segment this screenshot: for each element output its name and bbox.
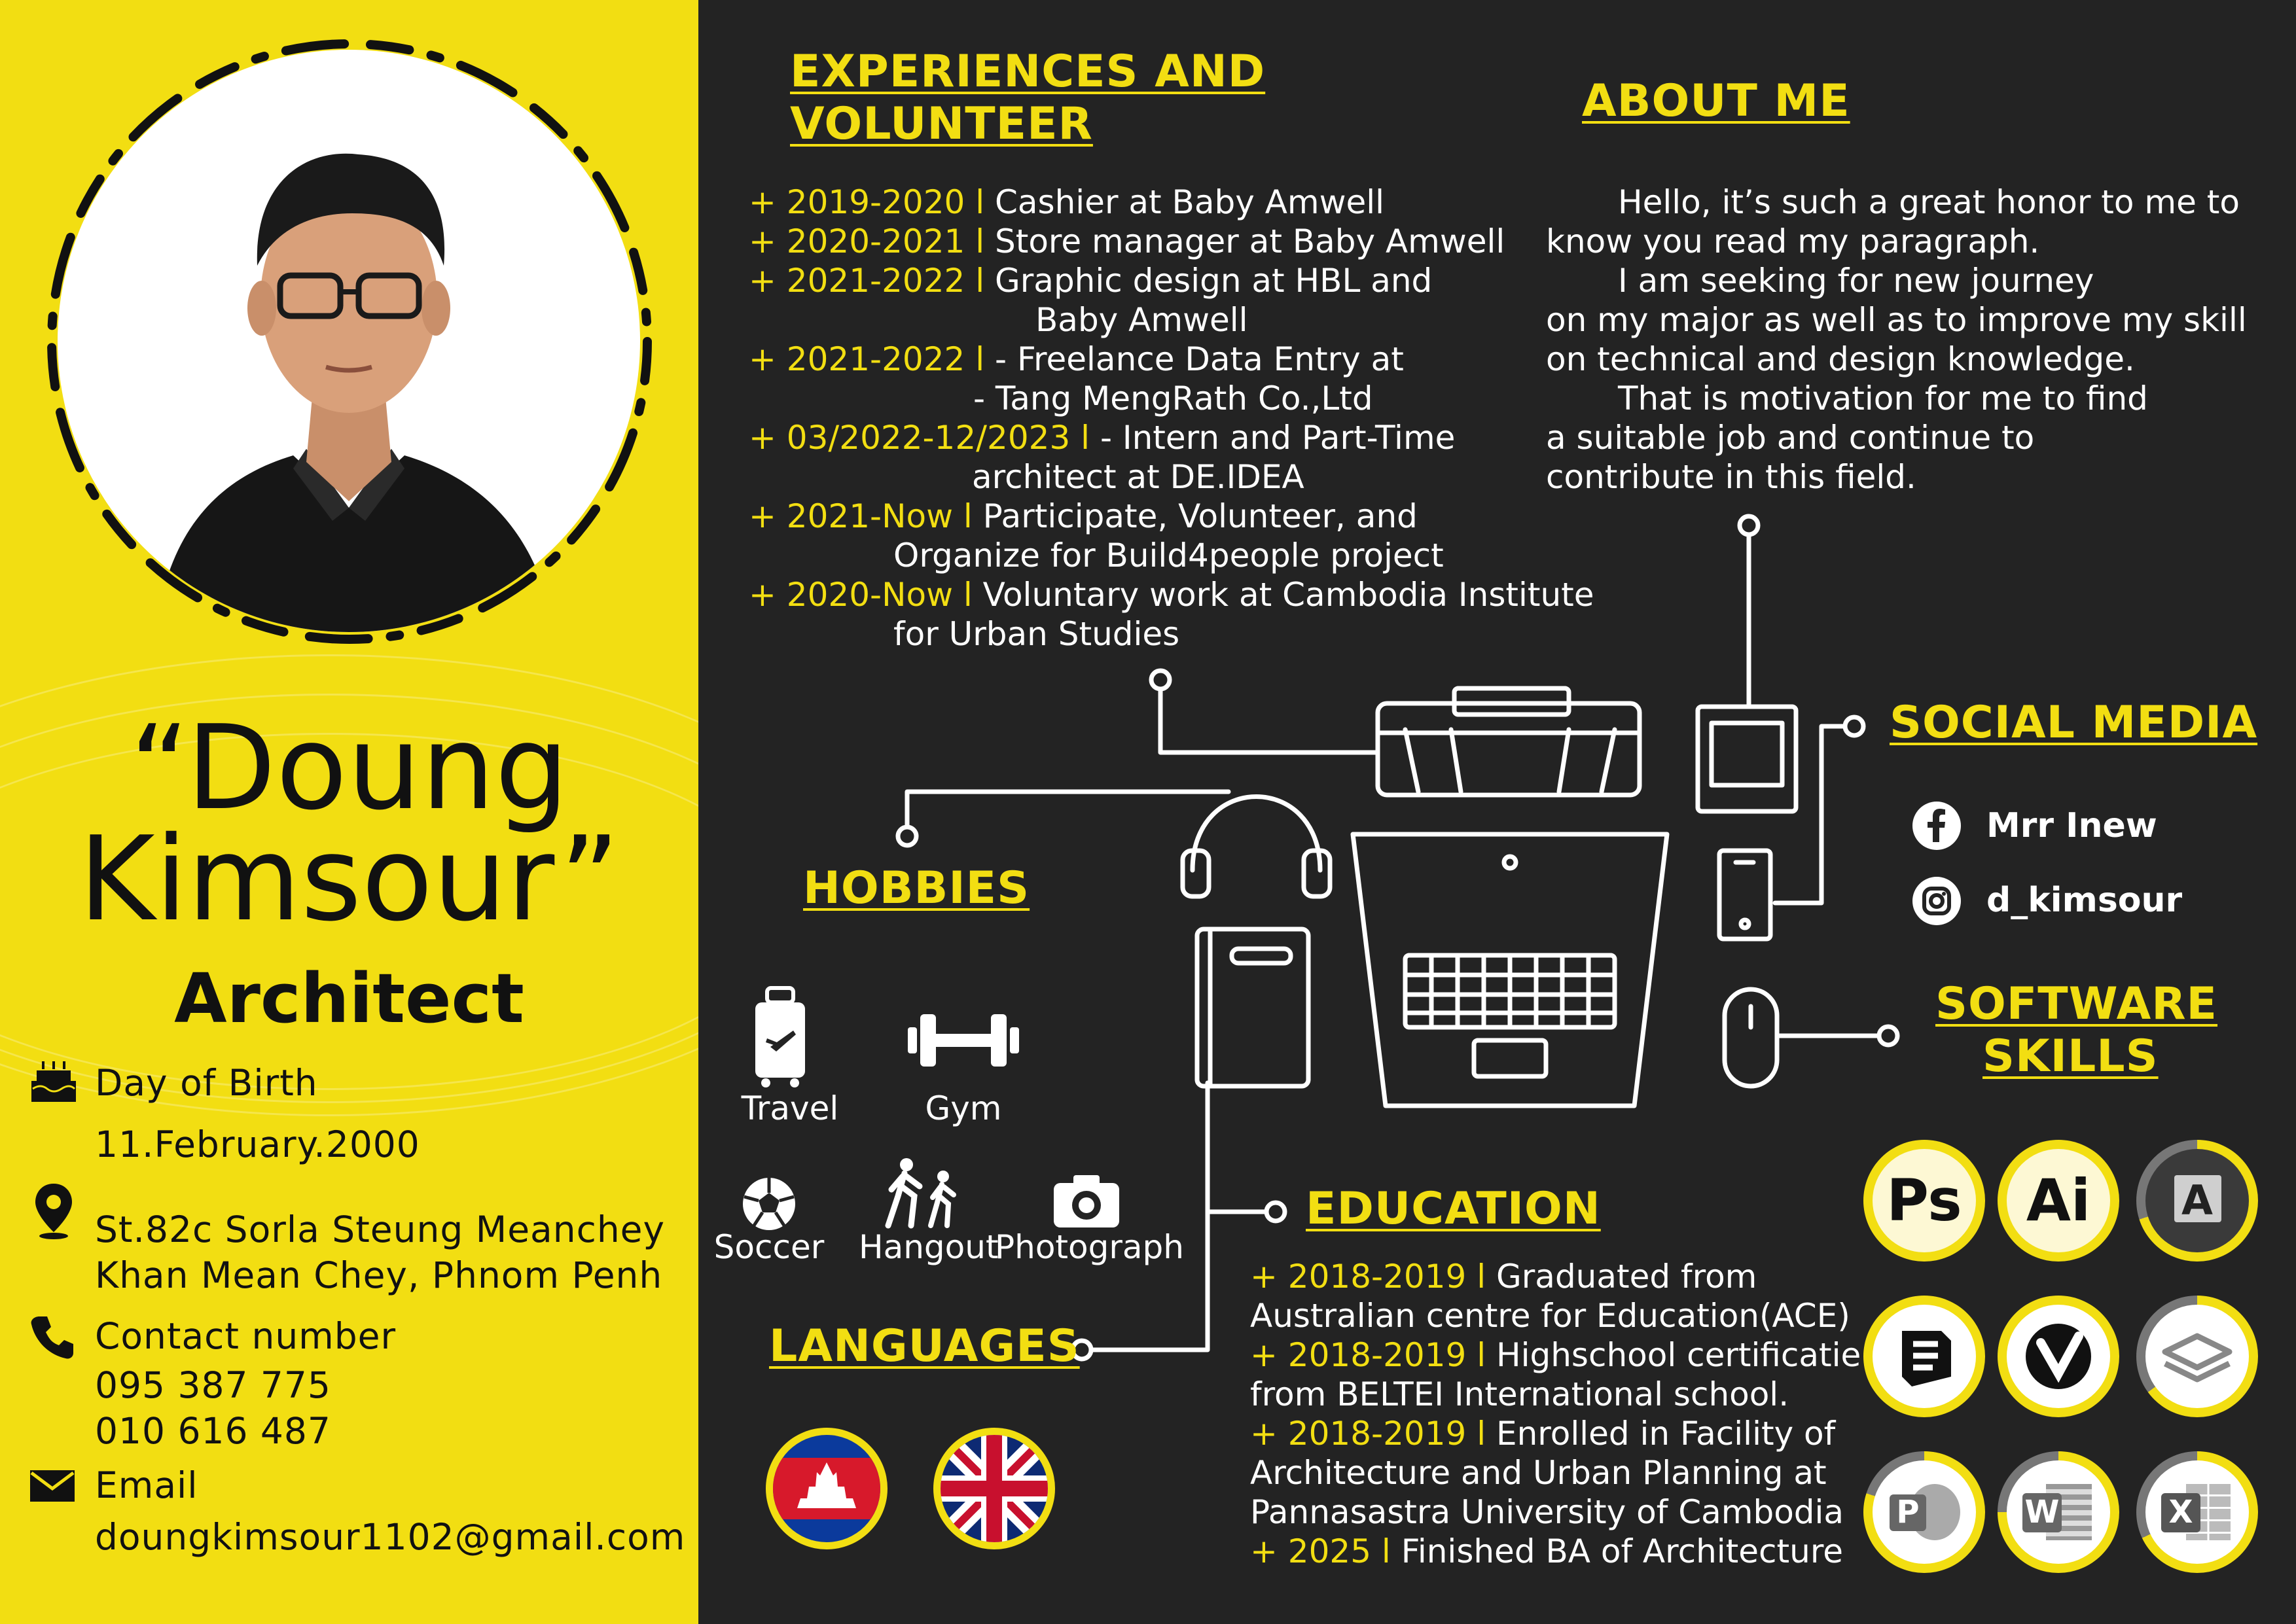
soccer-ball-icon — [740, 1174, 798, 1233]
education-item: + 2025 l Finished BA of Architecture — [1250, 1532, 1844, 1570]
content-panel — [698, 0, 2296, 1624]
social-heading: SOCIAL MEDIA — [1890, 697, 2258, 749]
profile-photo — [58, 50, 640, 632]
experience-item: + 2019-2020 l Cashier at Baby Amwell — [749, 183, 1385, 221]
education-heading: EDUCATION — [1306, 1183, 1601, 1235]
experience-heading-line-1: EXPERIENCES AND — [790, 46, 1266, 97]
phone-number-2[interactable]: 010 616 487 — [95, 1410, 331, 1452]
profile-name-first: “Doung — [129, 700, 569, 836]
experience-item: + 03/2022-12/2023 l - Intern and Part-Time — [749, 419, 1456, 457]
powerpoint-icon: P — [1863, 1451, 1985, 1573]
illustrator-icon: Ai — [1998, 1140, 2119, 1262]
cake-icon — [27, 1059, 80, 1104]
about-line: on technical and design knowledge. — [1546, 340, 2135, 378]
instagram-icon[interactable] — [1911, 875, 1962, 927]
software-heading-line-1: SOFTWARE — [1935, 978, 2218, 1030]
about-line: I am seeking for new journey — [1618, 262, 2094, 300]
hobby-photograph-label: Photograph — [995, 1228, 1184, 1266]
education-item-continuation: Architecture and Urban Planning at — [1250, 1454, 1827, 1492]
experience-item-continuation: Organize for Build4people project — [893, 537, 1444, 574]
photoshop-icon: Ps — [1863, 1140, 1985, 1262]
experience-item: + 2021-2022 l Graphic design at HBL and — [749, 262, 1433, 300]
email-label: Email — [95, 1464, 198, 1506]
address-line-1: St.82c Sorla Steung Meanchey — [95, 1209, 666, 1250]
sketchup-icon — [1863, 1296, 1985, 1417]
experience-heading-line-2: VOLUNTEER — [790, 98, 1093, 150]
address-line-2: Khan Mean Chey, Phnom Penh — [95, 1254, 663, 1296]
profile-panel — [0, 0, 698, 1624]
birth-value: 11.February.2000 — [95, 1123, 420, 1165]
camera-icon — [1050, 1171, 1122, 1230]
about-heading: ABOUT ME — [1582, 75, 1850, 127]
education-item: + 2018-2019 l Enrolled in Facility of — [1250, 1415, 1836, 1453]
autocad-icon: A — [2136, 1140, 2258, 1262]
luggage-icon — [747, 985, 813, 1089]
education-item-continuation: Pannasastra University of Cambodia — [1250, 1493, 1844, 1531]
experience-item-continuation: for Urban Studies — [893, 615, 1180, 653]
languages-heading: LANGUAGES — [769, 1320, 1080, 1372]
education-item: + 2018-2019 l Graduated from — [1250, 1258, 1757, 1296]
experience-item: + 2021-2022 l - Freelance Data Entry at — [749, 340, 1404, 378]
education-item-continuation: from BELTEI International school. — [1250, 1375, 1789, 1413]
experience-item-continuation: architect at DE.IDEA — [972, 458, 1304, 496]
cambodia-flag-icon — [764, 1426, 889, 1551]
hobby-travel-label: Travel — [741, 1089, 839, 1127]
about-line: on my major as well as to improve my skill — [1546, 301, 2247, 339]
about-line: know you read my paragraph. — [1546, 222, 2040, 260]
experience-item: + 2021-Now l Participate, Volunteer, and — [749, 497, 1418, 535]
hobbies-heading: HOBBIES — [803, 862, 1030, 914]
vray-icon — [1998, 1296, 2119, 1417]
phone-label: Contact number — [95, 1315, 397, 1357]
facebook-icon[interactable] — [1911, 800, 1962, 851]
hobby-soccer-label: Soccer — [713, 1228, 825, 1266]
about-line: That is motivation for me to find — [1618, 380, 2148, 417]
education-item: + 2018-2019 l Highschool certificatie — [1250, 1336, 1861, 1374]
phone-number-1[interactable]: 095 387 775 — [95, 1364, 331, 1406]
about-line: Hello, it’s such a great honor to me to — [1618, 183, 2240, 221]
location-pin-icon — [33, 1181, 75, 1240]
experience-item-continuation: Baby Amwell — [1035, 301, 1248, 339]
software-heading-line-2: SKILLS — [1982, 1031, 2159, 1082]
layers-icon — [2136, 1296, 2258, 1417]
instagram-handle[interactable]: d_kimsour — [1986, 881, 2183, 920]
walking-people-icon — [882, 1157, 967, 1229]
profile-name-last: Kimsour” — [79, 811, 620, 947]
experience-item: + 2020-2021 l Store manager at Baby Amwell — [749, 222, 1505, 260]
birth-label: Day of Birth — [95, 1062, 318, 1104]
phone-icon — [29, 1314, 76, 1361]
email-value[interactable]: doungkimsour1102@gmail.com — [95, 1516, 686, 1558]
hobby-hangout-label: Hangout — [859, 1228, 999, 1266]
education-item-continuation: Australian centre for Education(ACE) — [1250, 1297, 1850, 1335]
email-icon — [29, 1469, 76, 1503]
excel-icon: X — [2136, 1451, 2258, 1573]
word-icon: W — [1998, 1451, 2119, 1573]
dumbbell-icon — [905, 1008, 1022, 1073]
experience-item-continuation: - Tang MengRath Co.,Ltd — [973, 380, 1373, 417]
uk-flag-icon — [932, 1426, 1056, 1551]
facebook-handle[interactable]: Mrr Inew — [1986, 806, 2157, 845]
about-line: contribute in this field. — [1546, 458, 1916, 496]
experience-item: + 2020-Now l Voluntary work at Cambodia Institute — [749, 576, 1594, 614]
profile-role: Architect — [174, 959, 524, 1038]
about-line: a suitable job and continue to — [1546, 419, 2035, 457]
hobby-gym-label: Gym — [925, 1089, 1002, 1127]
